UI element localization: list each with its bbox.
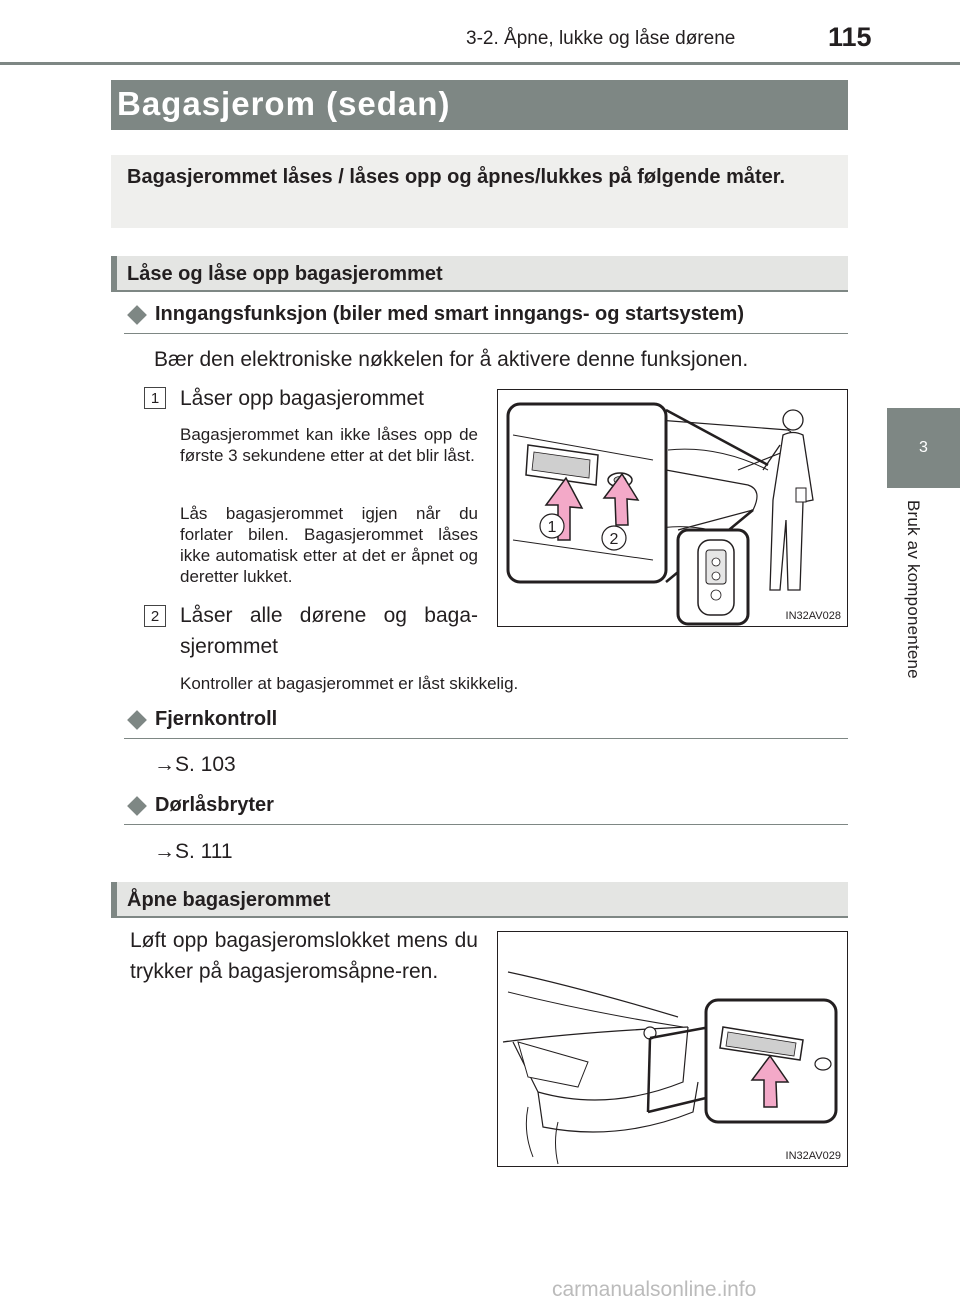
item-1-label: Låser opp bagasjerommet	[180, 387, 424, 410]
doorlock-page-ref[interactable]: →S. 111	[154, 840, 233, 863]
trunk-entry-illustration	[498, 390, 847, 626]
figure-trunk-opener	[497, 931, 848, 1167]
item-1-note-2: Lås bagasjerommet igjen når du forlater bilen. Bagasjerommet låses ikke automatisk etter at det er åpnet og deretter lukket.	[180, 504, 478, 586]
heading-rule	[124, 738, 848, 739]
heading-rule	[124, 333, 848, 334]
doorlock-heading: Dørlåsbryter	[155, 794, 274, 816]
diamond-bullet-icon	[127, 796, 147, 816]
item-1-note-1: Bagasjerommet kan ikke låses opp de første 3 sekundene etter at det blir låst.	[180, 425, 478, 465]
item-2-label-line1: Låser alle dørene og baga-	[180, 604, 478, 627]
trunk-opener-illustration	[498, 932, 847, 1166]
figure-trunk-entry	[497, 389, 848, 627]
svg-text:1: 1	[547, 519, 557, 536]
svg-text:2: 2	[609, 531, 619, 548]
diamond-bullet-icon	[127, 305, 147, 325]
figure-code-1: IN32AV028	[785, 610, 841, 622]
watermark: carmanualsonline.info	[552, 1278, 757, 1301]
section-heading-lock-unlock: Låse og låse opp bagasjerommet	[127, 263, 443, 285]
heading-rule	[124, 824, 848, 825]
figure-code-2: IN32AV029	[785, 1150, 841, 1162]
remote-heading: Fjernkontroll	[155, 708, 278, 730]
chapter-tab-number: 3	[887, 408, 960, 488]
item-2-label-line2: sjerommet	[180, 635, 279, 658]
item-number-1: 1	[144, 387, 166, 409]
entry-function-heading: Inngangsfunksjon (biler med smart inngangs- og startsystem)	[155, 303, 744, 325]
chapter-tab-label: Bruk av komponentene	[904, 500, 923, 679]
page-number: 115	[828, 22, 872, 52]
page-title: Bagasjerom (sedan)	[117, 85, 451, 122]
section-heading-open-trunk: Åpne bagasjerommet	[127, 889, 331, 911]
diamond-bullet-icon	[127, 710, 147, 730]
intro-text: Bagasjerommet låses / låses opp og åpnes/lukkes på følgende måter.	[127, 166, 786, 188]
open-trunk-body: Løft opp bagasjeromslokket mens du trykker på bagasjeromsåpne-ren.	[130, 929, 478, 983]
remote-page-ref[interactable]: →S. 103	[154, 753, 236, 776]
item-number-2: 2	[144, 605, 166, 627]
entry-function-body: Bær den elektroniske nøkkelen for å aktivere denne funksjonen.	[154, 348, 749, 371]
running-header-section: 3-2. Åpne, lukke og låse dørene	[466, 28, 736, 49]
item-2-note: Kontroller at bagasjerommet er låst skikkelig.	[180, 674, 519, 693]
header-rule	[0, 62, 960, 65]
